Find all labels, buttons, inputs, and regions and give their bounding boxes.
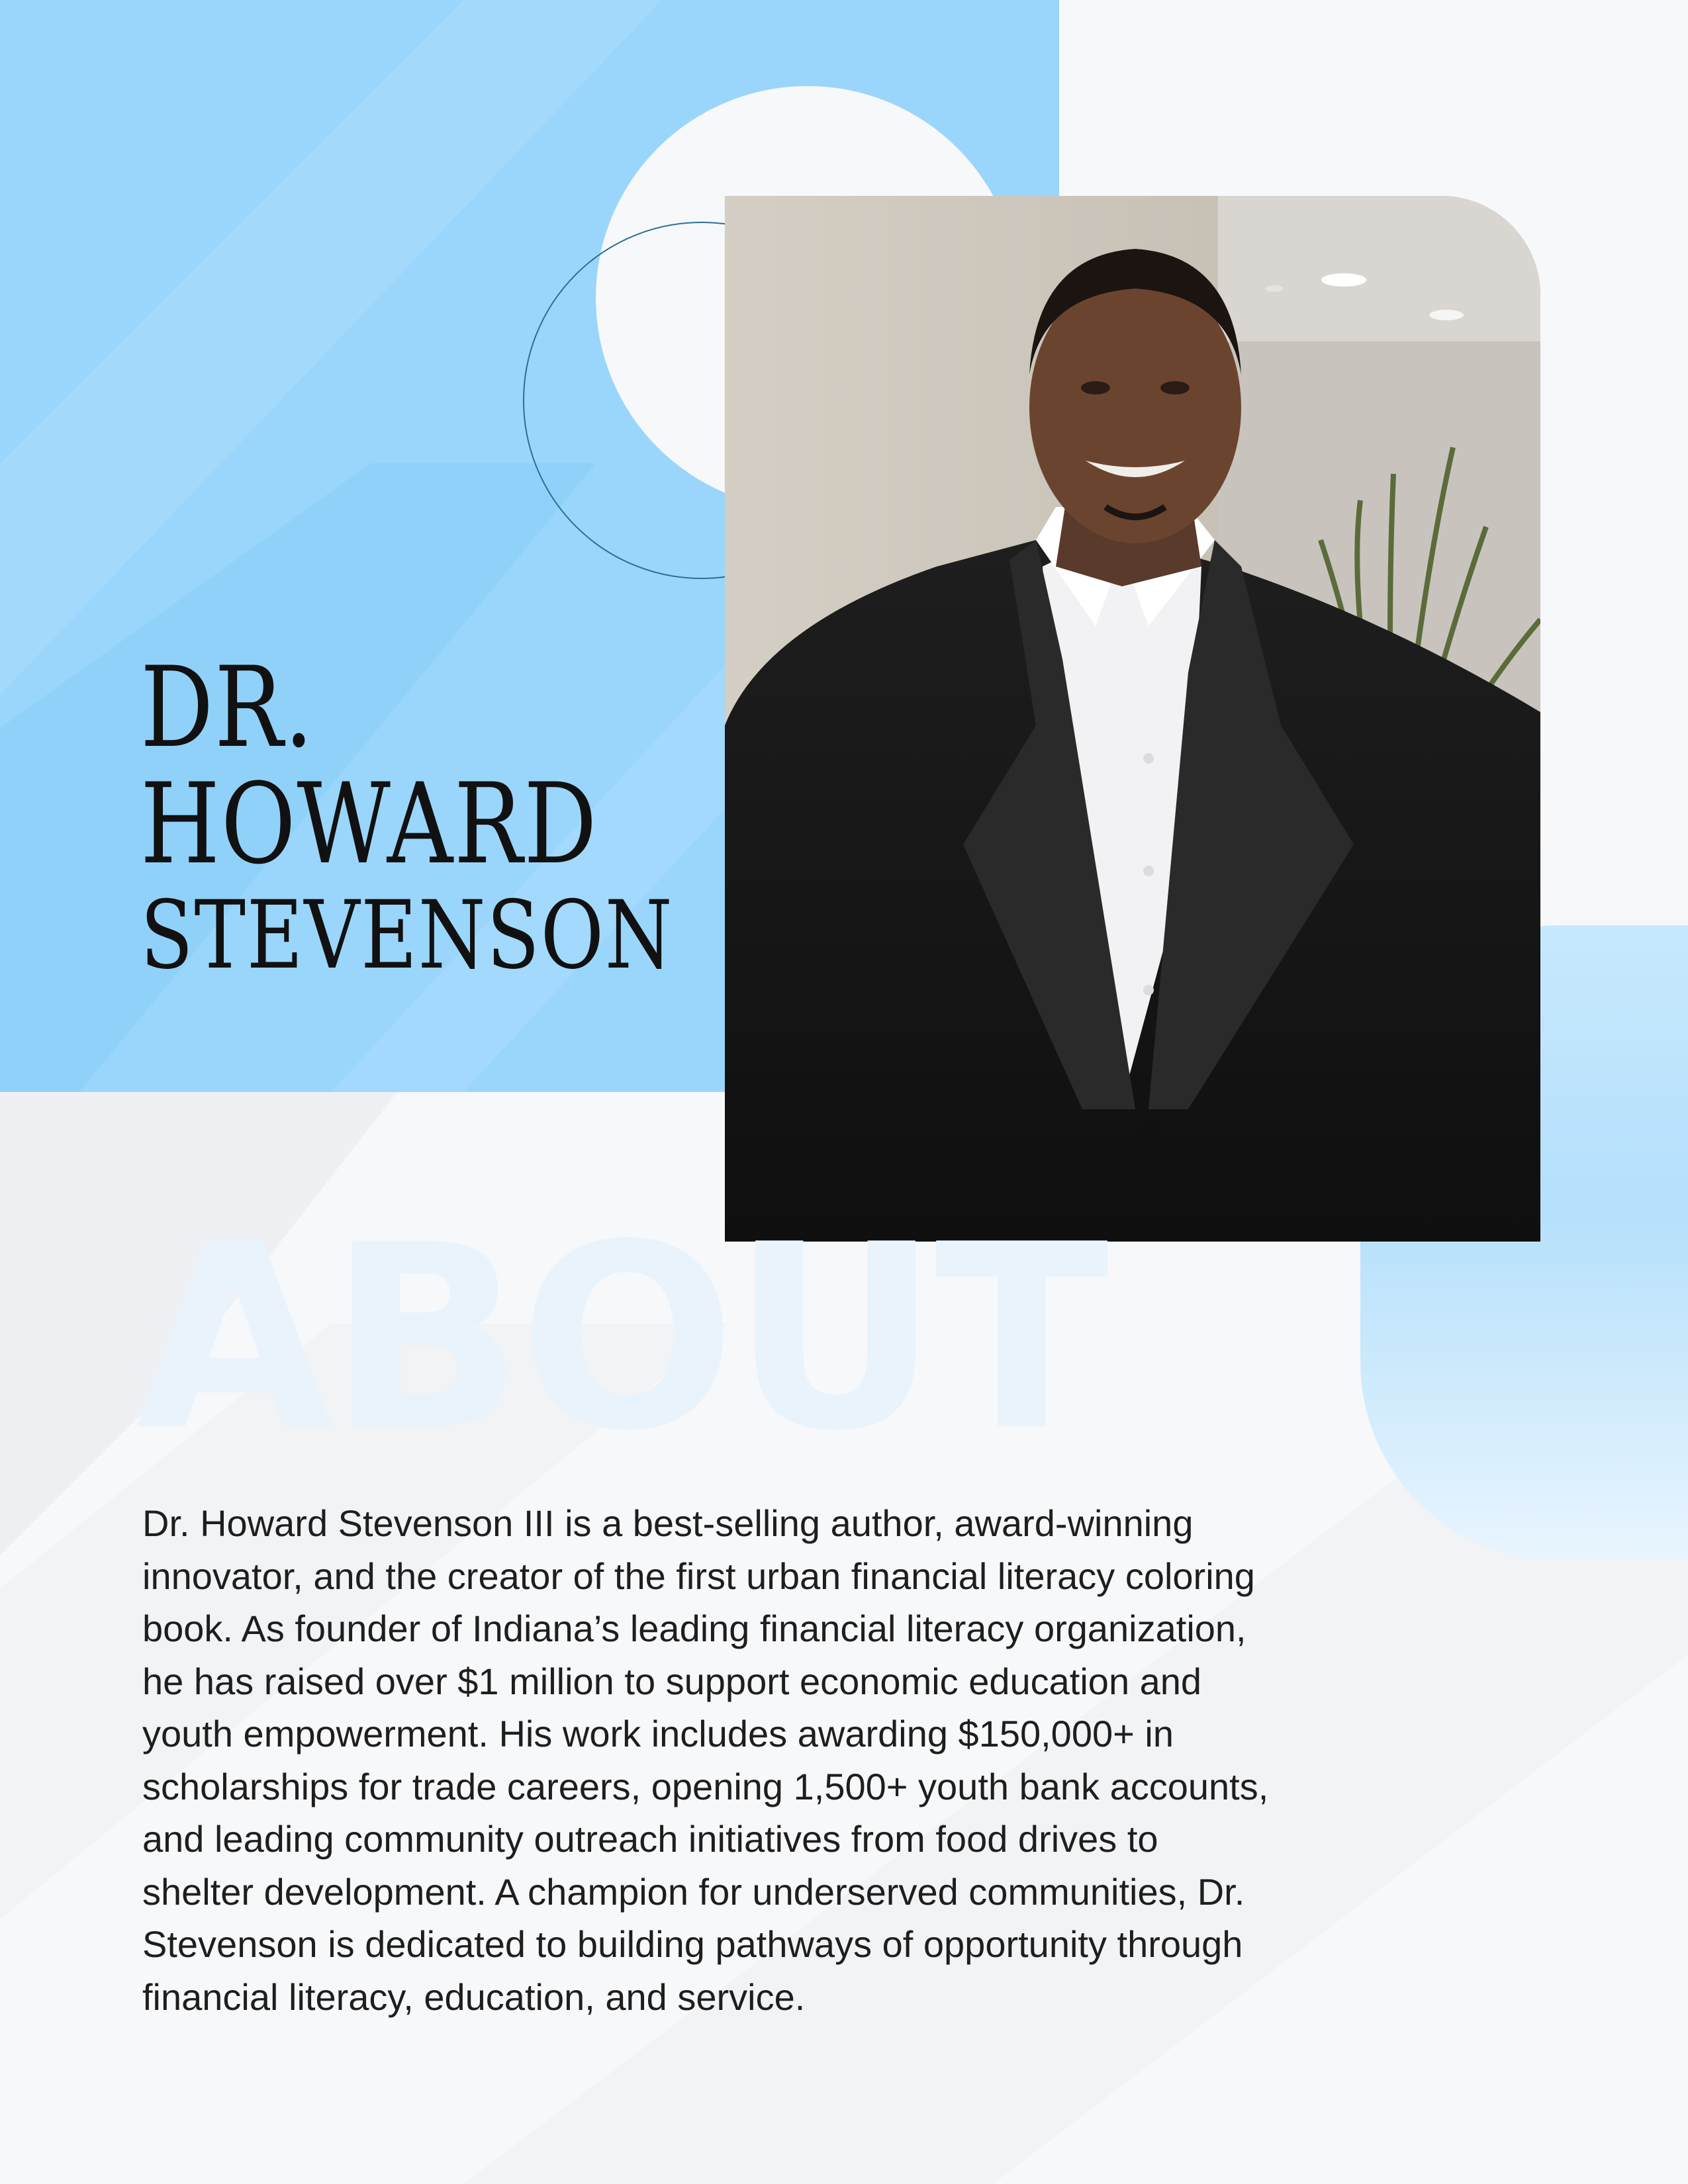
profile-name [140,643,790,990]
bio-line: innovator, and the creator of the first urban financial literacy coloring [142,1555,1255,1597]
name-line-first: HOWARD [140,759,598,889]
profile-photo [725,196,1540,1242]
bio-paragraph [142,1497,1367,2023]
bio-line: he has raised over $1 million to support economic education and [142,1660,1202,1702]
portrait-illustration [725,196,1540,1242]
bio-line: scholarships for trade careers, opening 1,500+ youth bank accounts, [142,1765,1269,1807]
bio-line: book. As founder of Indiana’s leading financial literacy organization, [142,1608,1246,1649]
bio-line: youth empowerment. His work includes awarding $150,000+ in [142,1713,1174,1754]
name-line-title: DR. [140,643,314,772]
bio-line: and leading community outreach initiatives from food drives to [142,1818,1158,1860]
bio-line: shelter development. A champion for underserved communities, Dr. [142,1870,1245,1913]
bio-line: Dr. Howard Stevenson III is a best-selling author, award-winning [142,1502,1194,1544]
name-line-last: STEVENSON [140,881,674,990]
bio-line: financial literacy, education, and service. [142,1976,806,2018]
bio-line: Stevenson is dedicated to building pathways of opportunity through [142,1923,1243,1965]
about-watermark-heading: ABOUT [136,1190,1105,1486]
